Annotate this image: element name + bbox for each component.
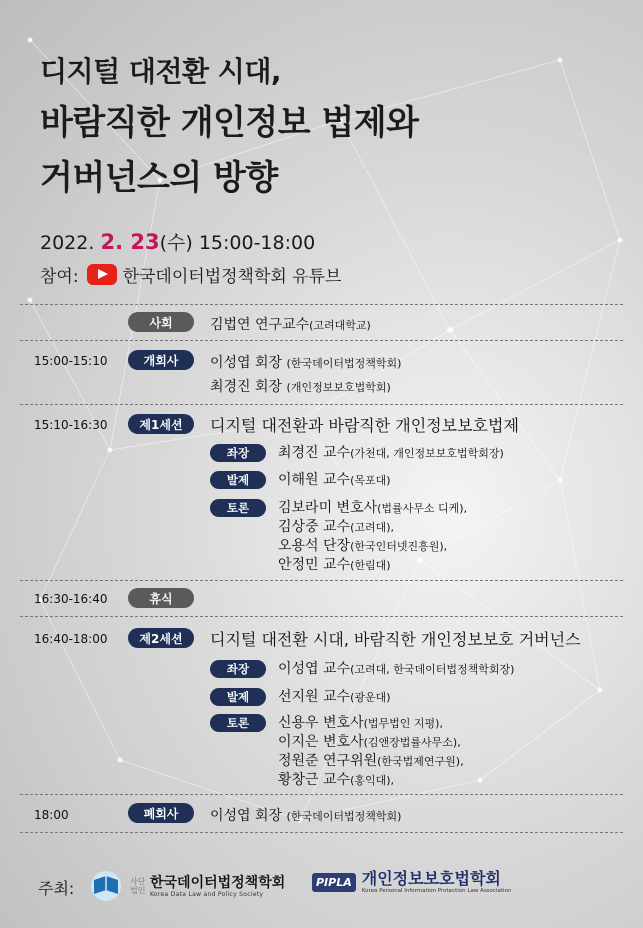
title-line-2: 바람직한 개인정보 법제와 (40, 103, 419, 143)
session1-chair (278, 444, 504, 463)
panelist-name: 이지은 변호사 (278, 734, 364, 750)
org1-sub: Korea Data Law and Policy Society (150, 890, 264, 898)
org2-sub: Korea Personal Information Protection Law Association (361, 888, 512, 894)
closing-time: 18:00 (34, 808, 69, 822)
panelist-org: (법률사무소 디케), (377, 502, 468, 515)
panelist-org: (한국법제연구원), (377, 755, 464, 768)
divider (20, 304, 623, 305)
opening-speaker-2 (210, 376, 391, 396)
panelist-org: (한국인터넷진흥원), (350, 540, 448, 553)
divider (20, 340, 623, 341)
panelist (278, 499, 467, 518)
presenter-name: 선지원 교수 (278, 689, 351, 705)
panelist-org: (홍익대), (350, 774, 395, 787)
moderator-org: (고려대학교) (309, 319, 371, 332)
speaker-name: 최경진 회장 (210, 379, 283, 395)
participation (40, 262, 341, 287)
session2-panel (278, 714, 464, 790)
divider (20, 794, 623, 795)
org2-name: 개인정보보호법학회 (361, 869, 501, 888)
panelist-org: (법무법인 지평), (363, 717, 443, 730)
session1-chair-badge: 좌장 (210, 444, 266, 462)
session2-panel-badge: 토론 (210, 714, 266, 732)
opening-speaker-1 (210, 352, 401, 372)
panelist-org: (김앤장법률사무소), (363, 736, 461, 749)
break-time: 16:30-16:40 (34, 592, 108, 606)
chair-org: (가천대, 개인정보보호법학회장) (350, 447, 504, 460)
session1-panel (278, 499, 467, 575)
host-label: 주최: (38, 879, 75, 898)
org1-name: 한국데이터법정책학회 (150, 874, 286, 891)
closing-speaker (210, 805, 401, 825)
participation-label: 참여: (40, 267, 79, 287)
session2-chair (278, 660, 514, 679)
panelist (278, 556, 467, 575)
session2-title: 디지털 대전환 시대, 바람직한 개인정보보호 거버넌스 (210, 630, 581, 649)
speaker-name: 이성엽 회장 (210, 355, 283, 371)
org1-logo (88, 868, 285, 904)
session2-badge: 제2세션 (128, 628, 194, 648)
opening-badge: 개회사 (128, 350, 194, 370)
panelist-name: 김보라미 변호사 (278, 500, 378, 516)
closing-name: 이성엽 회장 (210, 808, 283, 824)
panelist (278, 537, 467, 556)
title-line-3: 거버넌스의 방향 (40, 158, 278, 198)
panelist-name: 신용우 변호사 (278, 715, 364, 731)
speaker-org: (개인정보보호법학회) (286, 381, 391, 394)
participation-channel[interactable]: 한국데이터법정책학회 유튜브 (122, 267, 342, 287)
panelist (278, 714, 464, 733)
session2-presenter (278, 688, 391, 707)
session1-presenter-badge: 발제 (210, 471, 266, 489)
panelist-name: 오용석 단장 (278, 538, 351, 554)
session2-time: 16:40-18:00 (34, 632, 108, 646)
divider (20, 832, 623, 833)
moderator-badge: 사회 (128, 312, 194, 332)
divider (20, 580, 623, 581)
closing-org: (한국데이터법정책학회) (286, 810, 402, 823)
footer (0, 868, 643, 908)
session1-panel-badge: 토론 (210, 499, 266, 517)
session1-badge: 제1세션 (128, 414, 194, 434)
panelist (278, 518, 467, 537)
title-line-1: 디지털 대전환 시대, (40, 55, 282, 88)
presenter-org: (목포대) (350, 474, 391, 487)
chair-name: 최경진 교수 (278, 445, 351, 461)
panelist (278, 752, 464, 771)
pipla-logo: PIPLA (312, 873, 356, 892)
presenter-org: (광운대) (350, 691, 391, 704)
session2-chair-badge: 좌장 (210, 660, 266, 678)
divider (20, 404, 623, 405)
presenter-name: 이해원 교수 (278, 472, 351, 488)
session1-title: 디지털 대전환과 바람직한 개인정보보호법제 (210, 416, 519, 435)
session1-time: 15:10-16:30 (34, 418, 108, 432)
break-badge: 휴식 (128, 588, 194, 608)
divider (20, 616, 623, 617)
org2-logo (312, 870, 511, 894)
panelist-name: 안정민 교수 (278, 557, 351, 573)
panelist-org: (한림대) (350, 559, 391, 572)
opening-time: 15:00-15:10 (34, 354, 108, 368)
panelist-name: 정원준 연구위원 (278, 753, 378, 769)
panelist-org: (고려대), (350, 521, 395, 534)
speaker-org: (한국데이터법정책학회) (286, 357, 402, 370)
date-year: 2022. (40, 232, 95, 254)
date-time: 15:00-18:00 (198, 232, 316, 254)
book-logo-icon (88, 868, 126, 904)
panelist (278, 771, 464, 790)
event-date (40, 228, 315, 255)
panelist-name: 황창근 교수 (278, 772, 351, 788)
chair-name: 이성엽 교수 (278, 661, 351, 677)
org1-seal: 사단법인 (130, 877, 146, 895)
moderator (210, 314, 371, 334)
session2-presenter-badge: 발제 (210, 688, 266, 706)
date-day: 2. 23 (100, 230, 160, 254)
panelist-name: 김상중 교수 (278, 519, 351, 535)
panelist (278, 733, 464, 752)
youtube-icon[interactable] (87, 264, 117, 285)
moderator-name: 김법연 연구교수 (210, 317, 310, 333)
date-weekday: (수) (159, 232, 193, 254)
closing-badge: 폐회사 (128, 803, 194, 823)
session1-presenter (278, 471, 391, 490)
chair-org: (고려대, 한국데이터법정책학회장) (350, 663, 515, 676)
